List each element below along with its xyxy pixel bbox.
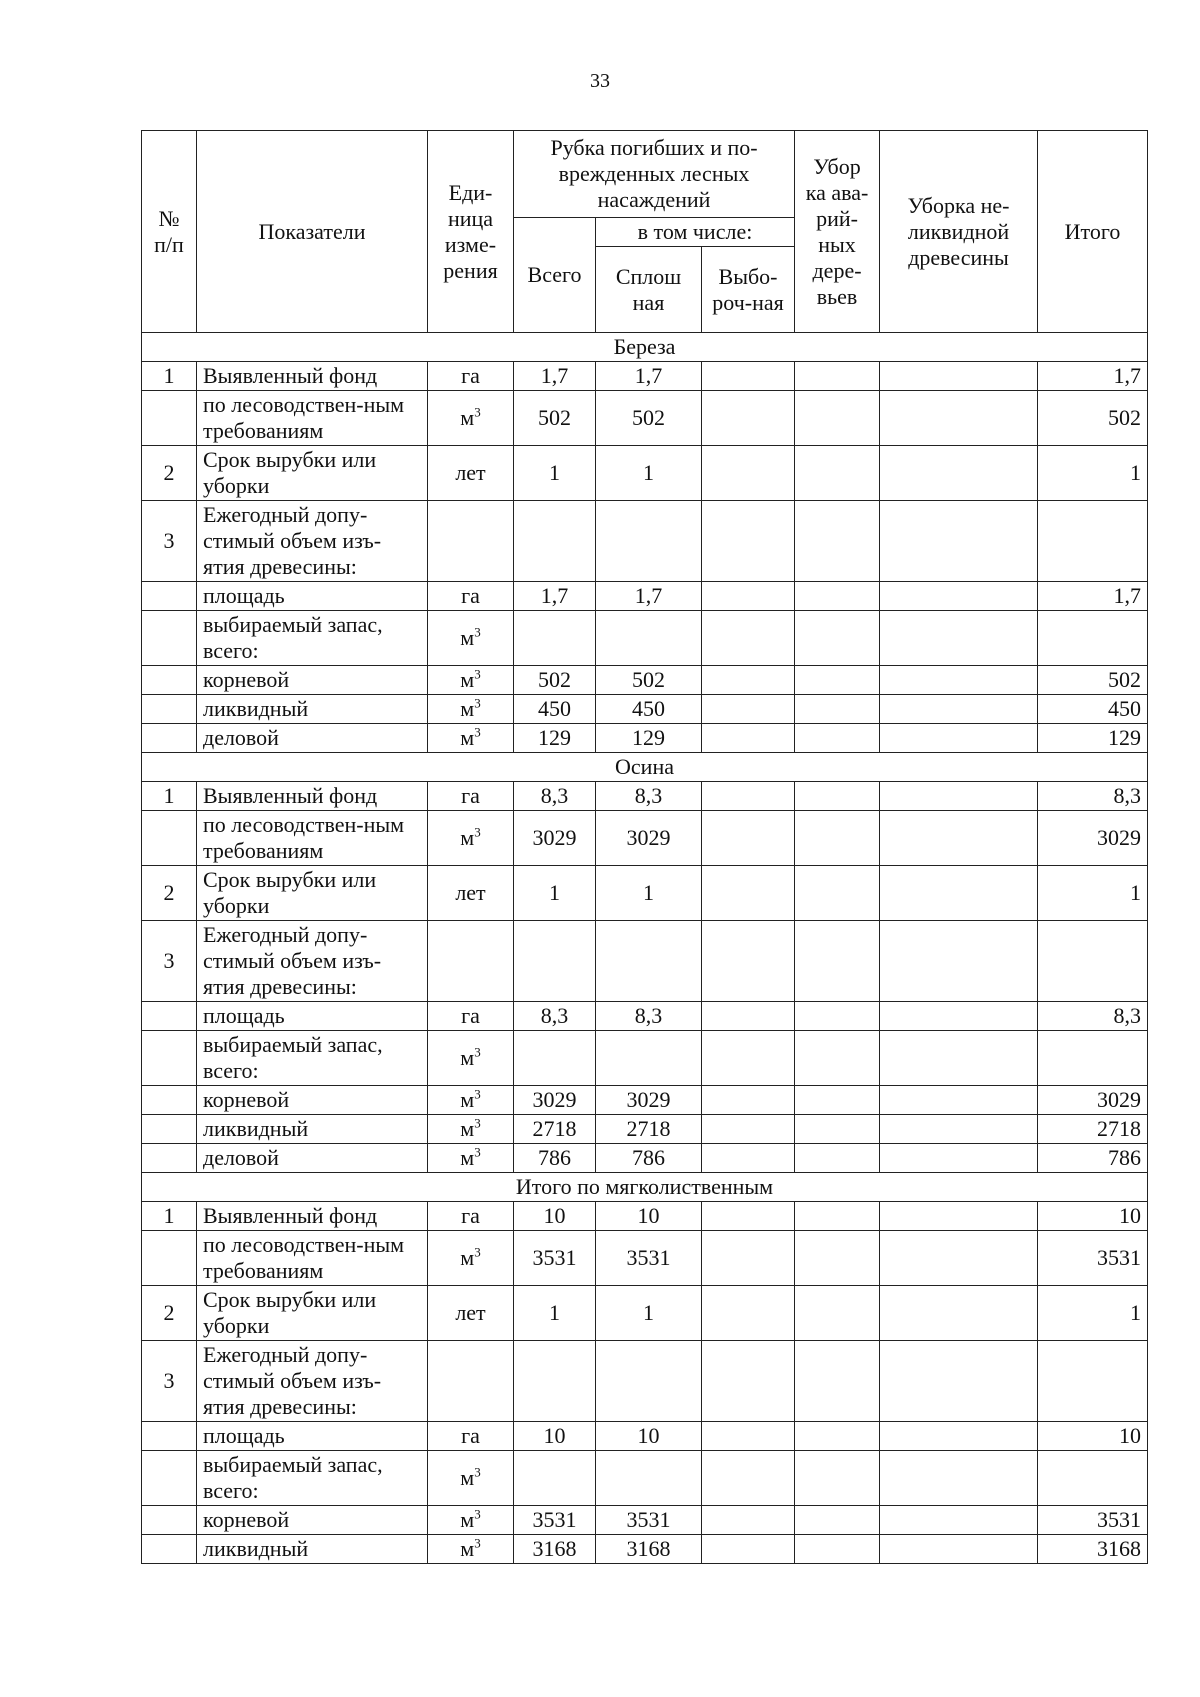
row-num (142, 1031, 197, 1086)
row-label: деловой (197, 724, 428, 753)
row-num (142, 1506, 197, 1535)
row-num (142, 666, 197, 695)
value-nonliquid (880, 1115, 1038, 1144)
unit-cell: $м^3$ (428, 1535, 514, 1564)
value-total: 8,3 (514, 1002, 596, 1031)
unit-cell (428, 501, 514, 582)
header-indicators: Показатели (197, 131, 428, 333)
row-num: 3 (142, 1341, 197, 1422)
value-nonliquid (880, 1202, 1038, 1231)
value-total: 502 (514, 391, 596, 446)
value-emergency (795, 582, 880, 611)
row-label: площадь (197, 582, 428, 611)
value-selective (702, 1002, 795, 1031)
value-emergency (795, 1031, 880, 1086)
value-selective (702, 1451, 795, 1506)
unit-cell: $м^3$ (428, 1115, 514, 1144)
header-cutting-group: Рубка погибших и по-врежденных лесных насаждений (514, 131, 795, 218)
value-selective (702, 866, 795, 921)
row-label: по лесоводствен-ным требованиям (197, 811, 428, 866)
row-num (142, 1451, 197, 1506)
unit-cell: лет (428, 866, 514, 921)
value-nonliquid (880, 866, 1038, 921)
value-emergency (795, 611, 880, 666)
header-nonliquid: Уборка не-ликвидной древесины (880, 131, 1038, 333)
row-num (142, 1535, 197, 1564)
value-nonliquid (880, 1341, 1038, 1422)
row-label: по лесоводствен-ным требованиям (197, 1231, 428, 1286)
row-label: выбираемый запас, всего: (197, 1451, 428, 1506)
value-clear (596, 1341, 702, 1422)
value-selective (702, 1086, 795, 1115)
value-emergency (795, 1506, 880, 1535)
row-label: по лесоводствен-ным требованиям (197, 391, 428, 446)
value-clear: 8,3 (596, 1002, 702, 1031)
value-total: 1,7 (514, 362, 596, 391)
value-nonliquid (880, 1506, 1038, 1535)
value-itogo: 786 (1038, 1144, 1148, 1173)
value-total: 3029 (514, 1086, 596, 1115)
unit-cell: $м^3$ (428, 811, 514, 866)
row-label: Срок вырубки или уборки (197, 1286, 428, 1341)
forest-cutting-table (141, 130, 1148, 1564)
row-num (142, 1115, 197, 1144)
value-selective (702, 695, 795, 724)
value-itogo (1038, 1031, 1148, 1086)
value-itogo (1038, 611, 1148, 666)
header-selective: Выбо-роч-ная (702, 247, 795, 333)
row-label: Ежегодный допу-стимый объем изъ-ятия древесины: (197, 501, 428, 582)
value-clear (596, 1451, 702, 1506)
value-clear: 3168 (596, 1535, 702, 1564)
value-itogo: 1 (1038, 866, 1148, 921)
value-clear: 502 (596, 391, 702, 446)
value-total: 1 (514, 1286, 596, 1341)
row-num (142, 1086, 197, 1115)
value-total: 8,3 (514, 782, 596, 811)
value-itogo: 3029 (1038, 811, 1148, 866)
section-title: Итого по мягколиственным (142, 1173, 1148, 1202)
value-clear (596, 501, 702, 582)
value-selective (702, 1115, 795, 1144)
value-itogo: 3029 (1038, 1086, 1148, 1115)
value-nonliquid (880, 1002, 1038, 1031)
value-selective (702, 1144, 795, 1173)
row-num: 1 (142, 782, 197, 811)
value-itogo (1038, 1341, 1148, 1422)
value-emergency (795, 1422, 880, 1451)
unit-cell (428, 1341, 514, 1422)
unit-cell: $м^3$ (428, 695, 514, 724)
value-total: 1 (514, 866, 596, 921)
value-emergency (795, 724, 880, 753)
row-label: Ежегодный допу-стимый объем изъ-ятия древесины: (197, 1341, 428, 1422)
value-total (514, 1451, 596, 1506)
row-num: 2 (142, 1286, 197, 1341)
row-label: деловой (197, 1144, 428, 1173)
value-clear: 10 (596, 1202, 702, 1231)
value-selective (702, 391, 795, 446)
value-clear: 1 (596, 446, 702, 501)
row-num: 2 (142, 446, 197, 501)
row-label: выбираемый запас, всего: (197, 1031, 428, 1086)
value-nonliquid (880, 582, 1038, 611)
row-label: корневой (197, 666, 428, 695)
value-selective (702, 1506, 795, 1535)
unit-cell: лет (428, 1286, 514, 1341)
row-num (142, 811, 197, 866)
row-num: 1 (142, 362, 197, 391)
value-emergency (795, 1115, 880, 1144)
row-label: ликвидный (197, 695, 428, 724)
unit-cell: га (428, 582, 514, 611)
row-num (142, 391, 197, 446)
value-selective (702, 362, 795, 391)
row-num (142, 695, 197, 724)
header-clear: Сплош ная (596, 247, 702, 333)
header-num: № п/п (142, 131, 197, 333)
value-selective (702, 1422, 795, 1451)
value-selective (702, 1286, 795, 1341)
value-total: 502 (514, 666, 596, 695)
value-itogo: 1,7 (1038, 362, 1148, 391)
row-num: 3 (142, 921, 197, 1002)
value-total: 1,7 (514, 582, 596, 611)
unit-cell: $м^3$ (428, 1086, 514, 1115)
value-itogo: 3531 (1038, 1231, 1148, 1286)
value-total: 10 (514, 1202, 596, 1231)
row-label: площадь (197, 1002, 428, 1031)
row-label: Выявленный фонд (197, 362, 428, 391)
unit-cell: $м^3$ (428, 1231, 514, 1286)
unit-cell: га (428, 1002, 514, 1031)
value-itogo: 10 (1038, 1202, 1148, 1231)
value-itogo (1038, 501, 1148, 582)
row-label: корневой (197, 1086, 428, 1115)
value-itogo: 10 (1038, 1422, 1148, 1451)
unit-cell: $м^3$ (428, 724, 514, 753)
value-nonliquid (880, 446, 1038, 501)
row-label: Выявленный фонд (197, 782, 428, 811)
value-nonliquid (880, 724, 1038, 753)
value-emergency (795, 1535, 880, 1564)
row-label: ликвидный (197, 1535, 428, 1564)
value-clear: 1,7 (596, 582, 702, 611)
page-number: 33 (590, 70, 610, 92)
row-label: Срок вырубки или уборки (197, 446, 428, 501)
value-emergency (795, 1341, 880, 1422)
unit-cell: га (428, 782, 514, 811)
value-clear: 1,7 (596, 362, 702, 391)
value-clear: 10 (596, 1422, 702, 1451)
row-num (142, 1144, 197, 1173)
value-total: 3168 (514, 1535, 596, 1564)
value-total (514, 1031, 596, 1086)
value-total: 450 (514, 695, 596, 724)
value-clear: 3531 (596, 1231, 702, 1286)
value-total: 3029 (514, 811, 596, 866)
unit-cell: га (428, 1202, 514, 1231)
value-nonliquid (880, 1451, 1038, 1506)
value-selective (702, 582, 795, 611)
unit-cell (428, 921, 514, 1002)
header-total: Итого (1038, 131, 1148, 333)
value-nonliquid (880, 1286, 1038, 1341)
value-clear: 2718 (596, 1115, 702, 1144)
unit-cell: га (428, 362, 514, 391)
value-total: 786 (514, 1144, 596, 1173)
row-num (142, 724, 197, 753)
value-total (514, 611, 596, 666)
value-itogo: 3531 (1038, 1506, 1148, 1535)
row-label: выбираемый запас, всего: (197, 611, 428, 666)
row-label: Выявленный фонд (197, 1202, 428, 1231)
value-nonliquid (880, 921, 1038, 1002)
value-clear (596, 921, 702, 1002)
row-num (142, 1231, 197, 1286)
value-selective (702, 611, 795, 666)
value-clear: 786 (596, 1144, 702, 1173)
value-selective (702, 446, 795, 501)
value-nonliquid (880, 391, 1038, 446)
unit-cell: $м^3$ (428, 1031, 514, 1086)
value-clear: 3531 (596, 1506, 702, 1535)
value-clear: 450 (596, 695, 702, 724)
value-selective (702, 666, 795, 695)
value-selective (702, 501, 795, 582)
value-itogo: 1,7 (1038, 582, 1148, 611)
row-label: Срок вырубки или уборки (197, 866, 428, 921)
value-emergency (795, 782, 880, 811)
value-total: 3531 (514, 1506, 596, 1535)
value-total: 129 (514, 724, 596, 753)
row-num (142, 1002, 197, 1031)
value-total: 1 (514, 446, 596, 501)
value-itogo: 8,3 (1038, 782, 1148, 811)
value-clear (596, 1031, 702, 1086)
value-emergency (795, 1086, 880, 1115)
value-total: 10 (514, 1422, 596, 1451)
value-emergency (795, 1202, 880, 1231)
value-nonliquid (880, 1231, 1038, 1286)
value-emergency (795, 1144, 880, 1173)
unit-cell: $м^3$ (428, 611, 514, 666)
value-selective (702, 724, 795, 753)
value-selective (702, 1341, 795, 1422)
value-emergency (795, 695, 880, 724)
row-label: корневой (197, 1506, 428, 1535)
value-emergency (795, 1002, 880, 1031)
value-nonliquid (880, 695, 1038, 724)
value-emergency (795, 1451, 880, 1506)
value-emergency (795, 866, 880, 921)
value-clear: 1 (596, 866, 702, 921)
value-nonliquid (880, 666, 1038, 695)
unit-cell: $м^3$ (428, 1506, 514, 1535)
header-unit: Еди-ница изме-рения (428, 131, 514, 333)
row-num (142, 1422, 197, 1451)
row-num: 3 (142, 501, 197, 582)
value-clear: 502 (596, 666, 702, 695)
value-itogo: 2718 (1038, 1115, 1148, 1144)
value-clear: 3029 (596, 811, 702, 866)
value-selective (702, 811, 795, 866)
value-nonliquid (880, 1535, 1038, 1564)
value-selective (702, 782, 795, 811)
value-emergency (795, 446, 880, 501)
row-num (142, 611, 197, 666)
value-emergency (795, 391, 880, 446)
value-total (514, 501, 596, 582)
value-nonliquid (880, 362, 1038, 391)
value-emergency (795, 501, 880, 582)
value-total (514, 1341, 596, 1422)
value-emergency (795, 811, 880, 866)
value-nonliquid (880, 811, 1038, 866)
value-emergency (795, 362, 880, 391)
header-including: в том числе: (596, 218, 795, 247)
unit-cell: $м^3$ (428, 666, 514, 695)
value-nonliquid (880, 501, 1038, 582)
unit-cell: га (428, 1422, 514, 1451)
unit-cell: $м^3$ (428, 1451, 514, 1506)
value-total: 3531 (514, 1231, 596, 1286)
value-itogo (1038, 1451, 1148, 1506)
value-itogo: 1 (1038, 446, 1148, 501)
value-selective (702, 1231, 795, 1286)
value-nonliquid (880, 611, 1038, 666)
value-clear (596, 611, 702, 666)
section-title: Береза (142, 333, 1148, 362)
header-emergency: Убор ка ава-рий-ных дере-вьев (795, 131, 880, 333)
value-clear: 1 (596, 1286, 702, 1341)
value-selective (702, 1535, 795, 1564)
unit-cell: $м^3$ (428, 391, 514, 446)
value-itogo: 450 (1038, 695, 1148, 724)
unit-cell: $м^3$ (428, 1144, 514, 1173)
row-label: ликвидный (197, 1115, 428, 1144)
value-clear: 129 (596, 724, 702, 753)
value-nonliquid (880, 1086, 1038, 1115)
value-itogo: 1 (1038, 1286, 1148, 1341)
value-emergency (795, 1231, 880, 1286)
value-emergency (795, 1286, 880, 1341)
row-num: 2 (142, 866, 197, 921)
value-emergency (795, 666, 880, 695)
value-nonliquid (880, 782, 1038, 811)
value-itogo: 129 (1038, 724, 1148, 753)
value-clear: 8,3 (596, 782, 702, 811)
header-in-total: Всего (514, 218, 596, 333)
unit-cell: лет (428, 446, 514, 501)
value-nonliquid (880, 1031, 1038, 1086)
section-title: Осина (142, 753, 1148, 782)
row-label: Ежегодный допу-стимый объем изъ-ятия древесины: (197, 921, 428, 1002)
row-num (142, 582, 197, 611)
value-total (514, 921, 596, 1002)
value-itogo: 502 (1038, 666, 1148, 695)
value-nonliquid (880, 1422, 1038, 1451)
value-selective (702, 1031, 795, 1086)
value-itogo (1038, 921, 1148, 1002)
value-total: 2718 (514, 1115, 596, 1144)
value-itogo: 502 (1038, 391, 1148, 446)
row-label: площадь (197, 1422, 428, 1451)
value-itogo: 8,3 (1038, 1002, 1148, 1031)
value-nonliquid (880, 1144, 1038, 1173)
value-itogo: 3168 (1038, 1535, 1148, 1564)
value-selective (702, 1202, 795, 1231)
value-clear: 3029 (596, 1086, 702, 1115)
row-num: 1 (142, 1202, 197, 1231)
value-emergency (795, 921, 880, 1002)
value-selective (702, 921, 795, 1002)
